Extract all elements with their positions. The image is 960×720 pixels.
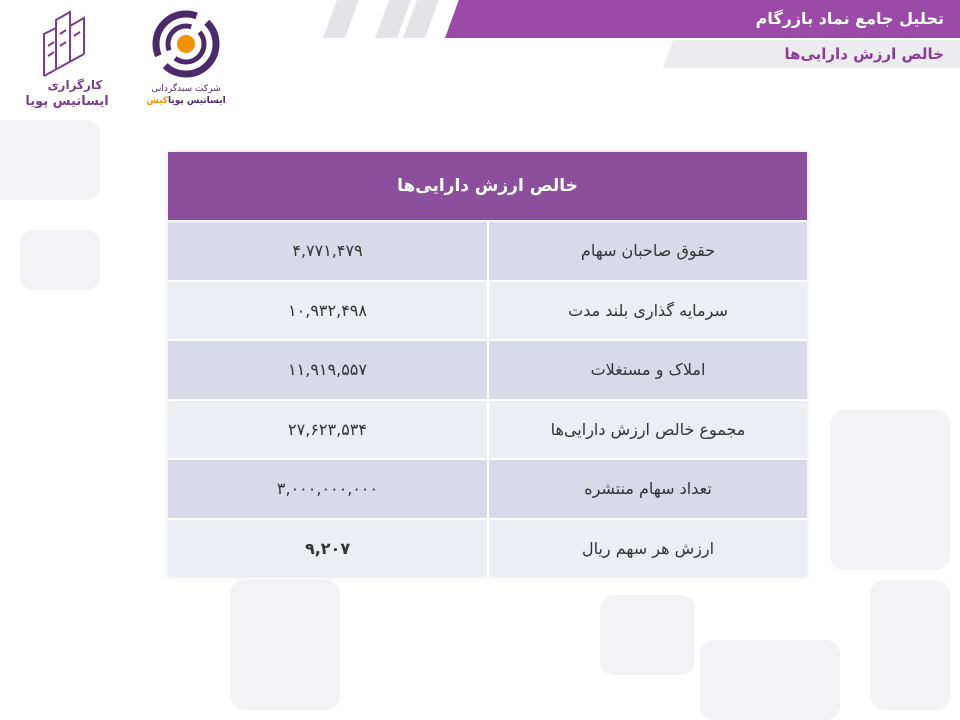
table-row bbox=[168, 220, 807, 280]
table-row bbox=[168, 458, 807, 518]
table-row bbox=[168, 339, 807, 399]
row-label: تعداد سهام منتشره bbox=[489, 460, 807, 518]
bg-decor bbox=[230, 580, 340, 710]
bg-decor bbox=[20, 230, 100, 290]
bg-decor bbox=[700, 640, 840, 720]
table-title: خالص ارزش دارایی‌ها bbox=[168, 152, 807, 220]
row-value: ۳,۰۰۰,۰۰۰,۰۰۰ bbox=[168, 460, 489, 518]
nav-table bbox=[168, 152, 807, 577]
bg-decor bbox=[830, 410, 950, 570]
row-label: حقوق صاحبان سهام bbox=[489, 222, 807, 280]
row-label: سرمایه گذاری بلند مدت bbox=[489, 282, 807, 340]
fund-logo-line2 bbox=[136, 96, 236, 106]
fund-logo-line1: شرکت سبدگردانی bbox=[151, 84, 221, 94]
row-value: ۹,۲۰۷ bbox=[168, 520, 489, 578]
broker-logo-line1: کارگزاری bbox=[47, 78, 103, 92]
row-value: ۴,۷۷۱,۴۷۹ bbox=[168, 222, 489, 280]
row-label: ارزش هر سهم ریال bbox=[489, 520, 807, 578]
row-value: ۲۷,۶۲۳,۵۳۴ bbox=[168, 401, 489, 459]
header-stripe bbox=[323, 0, 359, 38]
row-value: ۱۰,۹۳۲,۴۹۸ bbox=[168, 282, 489, 340]
row-value: ۱۱,۹۱۹,۵۵۷ bbox=[168, 341, 489, 399]
row-label: املاک و مستغلات bbox=[489, 341, 807, 399]
table-row bbox=[168, 399, 807, 459]
bg-decor bbox=[0, 120, 100, 200]
bg-decor bbox=[870, 580, 950, 710]
row-label: مجموع خالص ارزش دارایی‌ها bbox=[489, 401, 807, 459]
table-row bbox=[168, 518, 807, 578]
page-title: تحلیل جامع نماد بازرگام bbox=[755, 9, 944, 28]
page-subtitle: خالص ارزش دارایی‌ها bbox=[784, 45, 944, 63]
fund-logo-name: ایساتیس پویا bbox=[167, 96, 226, 106]
fund-logo-accent: کیش bbox=[146, 96, 168, 106]
bg-decor bbox=[600, 595, 695, 675]
table-row bbox=[168, 280, 807, 340]
fund-logo-icon bbox=[146, 6, 226, 86]
broker-logo-line2: ایساتیس پویا bbox=[25, 94, 109, 109]
